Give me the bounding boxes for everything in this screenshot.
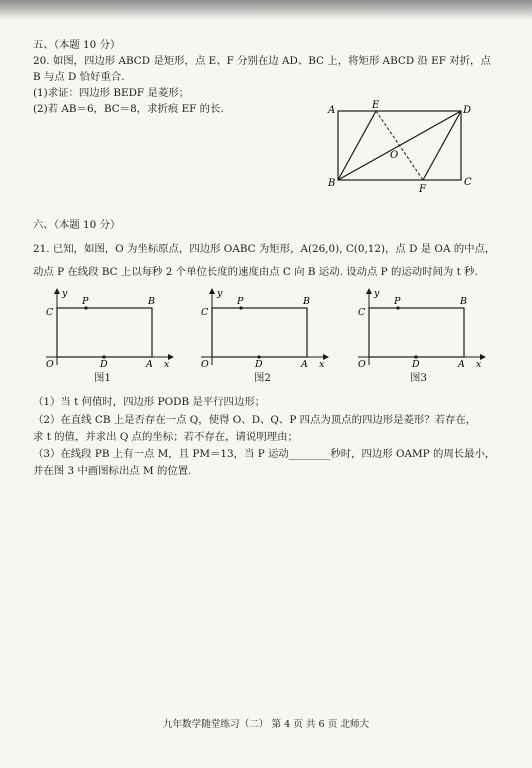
label-e: E <box>372 100 380 111</box>
svg-text:x: x <box>476 359 482 370</box>
svg-text:C: C <box>358 307 366 318</box>
q21-part1: （1）当 t 何值时，四边形 PODB 是平行四边形； <box>33 396 266 408</box>
svg-text:P: P <box>394 296 401 307</box>
q20-figure <box>320 96 480 196</box>
svg-text:A: A <box>146 359 153 370</box>
q21-part2-line1: （2）在直线 CB 上是否存在一点 Q，使得 O、D、Q、P 四点为顶点的四边形是菱形？若存在， <box>33 414 477 426</box>
label-d: D <box>463 105 472 116</box>
q20-part1: (1)求证：四边形 BEDF 是菱形； <box>33 87 189 99</box>
svg-text:y: y <box>374 288 380 299</box>
q21-figure1 <box>40 285 180 370</box>
label-o: O <box>390 150 399 161</box>
page-footer: 九年数学随堂练习（二） 第 4 页 共 6 页 北师大 <box>162 719 370 730</box>
svg-text:D: D <box>100 359 108 370</box>
q21-part2-line2: 求 t 的值，并求出 Q 点的坐标；若不存在，请说明理由； <box>33 431 298 443</box>
svg-text:B: B <box>148 296 155 307</box>
svg-text:D: D <box>412 359 420 370</box>
svg-text:x: x <box>319 359 325 370</box>
svg-text:y: y <box>217 288 223 299</box>
svg-text:x: x <box>164 359 170 370</box>
caption-figure3: 图3 <box>410 372 428 384</box>
svg-text:C: C <box>46 307 54 318</box>
q20-line2: B 与点 D 恰好重合. <box>33 71 125 83</box>
svg-text:O: O <box>201 359 209 370</box>
label-f: F <box>419 184 426 195</box>
svg-text:B: B <box>460 296 467 307</box>
q21-figure3 <box>352 285 492 370</box>
label-c: C <box>464 177 472 188</box>
q20-line1: 20. 如图，四边形 ABCD 是矩形，点 E、F 分别在边 AD、BC 上，将矩形 ABCD 沿 EF 对折，点 <box>33 55 491 67</box>
fold-line-ef <box>376 111 423 180</box>
q21-figure2 <box>195 285 335 370</box>
caption-figure1: 图1 <box>94 372 112 384</box>
caption-figure2: 图2 <box>254 372 272 384</box>
q21-part3-line1: （3）在线段 PB 上有一点 M，且 PM＝13，当 P 运动________秒时，四边形 OAMP 的周长最小， <box>33 448 496 460</box>
svg-text:A: A <box>458 359 465 370</box>
q21-line1: 21. 已知，如图，O 为坐标原点，四边形 OABC 为矩形，A(26,0), C(0,12)，点 D 是 OA 的中点， <box>33 243 496 255</box>
svg-text:C: C <box>201 307 209 318</box>
svg-text:O: O <box>358 359 366 370</box>
svg-text:P: P <box>237 296 244 307</box>
svg-text:P: P <box>82 296 89 307</box>
section6-heading: 六、（本题 10 分） <box>33 219 121 231</box>
label-a: A <box>328 105 336 116</box>
svg-text:O: O <box>46 359 54 370</box>
svg-text:D: D <box>255 359 263 370</box>
label-b: B <box>328 178 336 189</box>
q21-line2: 动点 P 在线段 BC 上以每秒 2 个单位长度的速度由点 C 向 B 运动. 设动点 P 的运动时间为 t 秒. <box>33 266 478 278</box>
q21-part3-line2: 并在图 3 中画图标出点 M 的位置. <box>33 465 192 477</box>
svg-text:A: A <box>301 359 308 370</box>
section5-heading: 五、（本题 10 分） <box>33 39 121 51</box>
svg-text:y: y <box>62 288 68 299</box>
q20-part2: (2)若 AB＝6，BC＝8，求折痕 EF 的长. <box>33 103 224 115</box>
svg-text:B: B <box>303 296 310 307</box>
scan-top-shadow <box>0 0 532 20</box>
